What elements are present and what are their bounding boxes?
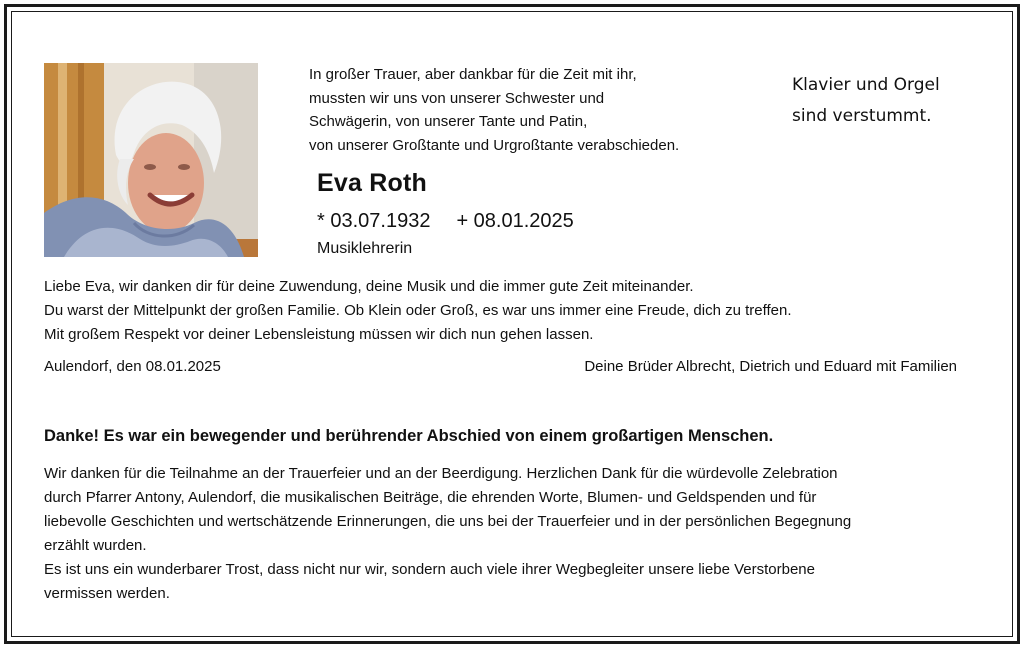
life-dates bbox=[317, 210, 574, 233]
portrait-photo-icon bbox=[44, 63, 258, 257]
thanks-line: durch Pfarrer Antony, Aulendorf, die musikalischen Beiträge, die ehrenden Worte, Blumen- und Geldspenden und für bbox=[44, 489, 817, 506]
place-date: Aulendorf, den 08.01.2025 bbox=[44, 358, 221, 375]
birth-date: * 03.07.1932 bbox=[317, 210, 431, 232]
intro-line: von unserer Großtante und Urgroßtante verabschieden. bbox=[309, 136, 680, 154]
intro-line: Schwägerin, von unserer Tante und Patin, bbox=[309, 113, 588, 130]
thanks-line: erzählt wurden. bbox=[44, 537, 147, 554]
profession: Musiklehrerin bbox=[317, 240, 413, 257]
signature: Deine Brüder Albrecht, Dietrich und Eduard mit Familien bbox=[584, 358, 957, 375]
thanks-title: Danke! Es war ein bewegender und berührender Abschied von einem großartigen Menschen. bbox=[44, 427, 774, 445]
thanks-line: liebevolle Geschichten und wertschätzende Erinnerungen, die uns bei der Trauerfeier und in der persönlichen Begegnung bbox=[44, 513, 852, 530]
message-paragraph bbox=[44, 275, 974, 347]
quote-line: sind verstummt. bbox=[792, 106, 932, 126]
thanks-line: Wir danken für die Teilnahme an der Trauerfeier und an der Beerdigung. Herzlichen Dank für die würdevolle Zelebration bbox=[44, 465, 838, 482]
intro-line: In großer Trauer, aber dankbar für die Zeit mit ihr, bbox=[309, 66, 637, 83]
message-line: Du warst der Mittelpunkt der großen Familie. Ob Klein oder Groß, es war uns immer eine Freude, dich zu treffen. bbox=[44, 302, 792, 319]
intro-line: mussten wir uns von unserer Schwester und bbox=[309, 89, 605, 107]
thanks-paragraph bbox=[44, 462, 979, 606]
death-date: + 08.01.2025 bbox=[456, 210, 574, 232]
quote bbox=[792, 70, 992, 132]
message-line: Liebe Eva, wir danken dir für deine Zuwendung, deine Musik und die immer gute Zeit miteinander. bbox=[44, 278, 694, 295]
intro-text bbox=[309, 63, 749, 157]
portrait-photo bbox=[44, 63, 258, 257]
deceased-name: Eva Roth bbox=[317, 169, 427, 197]
quote-line: Klavier und Orgel bbox=[792, 75, 940, 95]
message-line: Mit großem Respekt vor deiner Lebensleistung müssen wir dich nun gehen lassen. bbox=[44, 326, 594, 343]
thanks-line: Es ist uns ein wunderbarer Trost, dass nicht nur wir, sondern auch viele ihrer Wegbegleiter unsere liebe Verstorbene bbox=[44, 561, 815, 578]
thanks-line: vermissen werden. bbox=[44, 585, 170, 602]
